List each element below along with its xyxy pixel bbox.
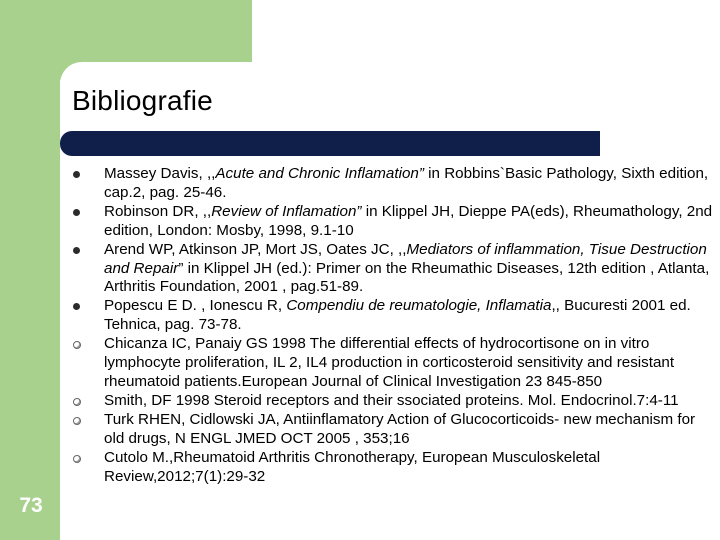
- reference-segment: in Klippel JH, Dieppe PA(eds), Rheumathology, 2nd edition, London: Mosby, 1998, 9.1-10: [104, 202, 713, 239]
- reference-text: [104, 449, 600, 485]
- reference-text: [104, 203, 712, 239]
- slide-number: 73: [19, 494, 43, 517]
- reference-item: [72, 449, 718, 487]
- reference-segment: Cutolo M.,Rheumatoid Arthritis Chronotherapy, European Musculoskeletal Review,2012;7(1):29-32: [104, 448, 601, 485]
- reference-segment: Arend WP, Atkinson JP, Mort JS, Oates JC, ,,: [104, 240, 407, 258]
- reference-text: [104, 165, 708, 201]
- reference-item: [72, 411, 718, 449]
- bullet-icon: [73, 209, 80, 216]
- hollow-bullet-icon: [73, 455, 81, 463]
- reference-segment: ” in Klippel JH (ed.): Primer on the Rheumathic Diseases, 12th edition , Atlanta, Arthritis Foundation, 2001 , pag.51-89.: [104, 259, 710, 296]
- reference-segment: Chicanza IC, Panaiy GS 1998 The differential effects of hydrocortisone on in vitro lymphocyte proliferation, IL 2, IL4 production in corticosteroid sensitivity and resistant rheumatoid patients.European Journal of Clinical Investigation 23 845-850: [104, 335, 675, 390]
- slide-title: Bibliografie: [72, 85, 213, 116]
- reference-text: [104, 241, 709, 296]
- hollow-bullet-icon: [73, 417, 81, 425]
- reference-item: [72, 392, 718, 411]
- reference-item: [72, 241, 718, 298]
- reference-segment: Smith, DF 1998 Steroid receptors and their ssociated proteins. Mol. Endocrinol.7:4-11: [104, 391, 679, 409]
- hollow-bullet-icon: [73, 398, 81, 406]
- bullet-icon: [73, 171, 80, 178]
- side-band: [0, 0, 60, 540]
- reference-text: [104, 392, 679, 409]
- reference-text: [104, 411, 695, 447]
- reference-item: [72, 335, 718, 392]
- reference-text: [104, 297, 691, 333]
- reference-title: Review of Inflamation”: [211, 202, 362, 220]
- reference-item: [72, 203, 718, 241]
- reference-segment: Turk RHEN, Cidlowski JA, Antiinflamatory Action of Glucocorticoids- new mechanism for old drugs, N ENGL JMED OCT 2005 , 353;16: [104, 410, 696, 447]
- reference-segment: Popescu E D. , Ionescu R,: [104, 297, 287, 315]
- reference-title: Acute and Chronic Inflamation”: [215, 165, 424, 182]
- reference-title: Compendiu de reumatologie, Inflamatia: [286, 297, 552, 315]
- reference-segment: in Robbins`Basic Pathology, Sixth edition, cap.2, pag. 25-46.: [104, 165, 709, 201]
- hollow-bullet-icon: [73, 341, 81, 349]
- title-underline-bar: [60, 131, 600, 156]
- reference-item: [72, 165, 718, 203]
- reference-segment: Massey Davis, ,,: [104, 165, 216, 182]
- reference-item: [72, 297, 718, 335]
- reference-segment: Robinson DR, ,,: [104, 202, 212, 220]
- bullet-icon: [73, 247, 80, 254]
- reference-segment: ,, Bucuresti 2001 ed. Tehnica, pag. 73-78.: [104, 297, 691, 334]
- reference-text: [104, 335, 674, 390]
- reference-list: [72, 165, 718, 486]
- reference-title: Mediators of inflammation, Tisue Destruction and Repair: [104, 240, 707, 277]
- bullet-icon: [73, 303, 80, 310]
